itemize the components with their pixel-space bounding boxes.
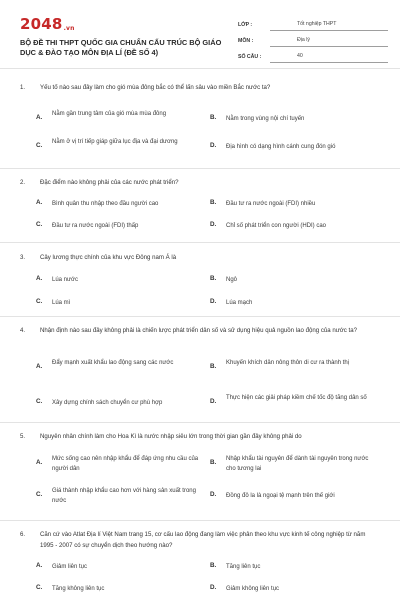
meta-subject-label: MÔN : [238,38,254,44]
option-letter: A. [36,114,43,121]
question-1 [0,68,400,165]
question-stem: Căn cứ vào Atlat Địa lí Việt Nam trang 15, cơ cấu lao động đang làm việc phân theo khu vực kinh tế công nghiệp từ năm 1995 - 2007 có sự chuyển dịch theo hướng nào? [40,531,366,549]
question-stem: Đặc điểm nào không phải của các nước phát triển? [40,179,179,186]
question-number: 4. [20,327,26,334]
meta-class-value: Tốt nghiệp THPT [270,21,388,31]
option-text: Lúa mạch [226,300,253,306]
meta-class-label: LỚP : [238,22,253,28]
meta-subject-value: Địa lý [270,37,388,47]
option-text: Bình quân thu nhập theo đầu người cao [52,201,159,207]
logo-sub-text: .vn [63,25,75,32]
option-text: Xây dựng chính sách chuyển cư phù hợp [52,400,163,406]
option-letter: C. [36,584,43,591]
question-number: 6. [20,531,26,538]
option-letter: D. [210,221,217,228]
exam-meta [238,18,388,66]
option-letter: D. [210,491,217,498]
option-text: Thực hiện các giải pháp kiềm chế tốc độ tăng dân số [226,395,367,401]
option-text: Nằm trong vùng nội chí tuyến [226,116,305,122]
option-letter: C. [36,142,43,149]
option-text: Chỉ số phát triển con người (HDI) cao [226,223,326,229]
question-4 [0,316,400,421]
question-3 [0,242,400,315]
question-stem: Cây lương thực chính của khu vực Đông nam Á là [40,254,177,261]
question-number: 1. [20,84,26,91]
meta-subject-row [238,34,388,50]
option-text: Nằm gần trung tâm của gió mùa mùa đông [52,111,167,117]
option-text: Đầu tư ra nước ngoài (FDI) nhiều [226,201,316,207]
option-letter: D. [210,584,217,591]
question-number: 3. [20,254,26,261]
option-letter: C. [36,491,43,498]
meta-count-value: 40 [270,53,388,63]
question-6 [0,520,400,601]
option-text: Giảm liên tục [52,564,88,570]
option-text: Giảm không liên tục [226,586,280,592]
exam-header [12,12,388,62]
option-text: Tăng không liên tục [52,586,105,592]
option-letter: A. [36,459,43,466]
meta-count-row [238,50,388,66]
option-letter: A. [36,275,43,282]
option-text: Đầu tư ra nước ngoài (FDI) thấp [52,223,139,229]
option-letter: A. [36,199,43,206]
question-5 [0,422,400,519]
question-2 [0,168,400,239]
option-letter: D. [210,298,217,305]
question-number: 2. [20,179,26,186]
option-letter: C. [36,221,43,228]
option-text: Khuyến khích dân nông thôn di cư ra thành thị [226,360,350,366]
question-stem: Yếu tố nào sau đây làm cho gió mùa đông bắc có thể lấn sâu vào miền Bắc nước ta? [40,84,271,91]
option-text: Đồng đô la là ngoại tệ mạnh trên thế giới [226,493,335,499]
option-letter: D. [210,142,217,149]
option-letter: B. [210,275,217,282]
exam-title: BỘ ĐỀ THI THPT QUỐC GIA CHUẨN CẤU TRÚC BỘ GIÁO DỤC & ĐÀO TẠO MÔN ĐỊA LÍ (ĐỀ SỐ 4) [20,38,222,57]
site-logo[interactable] [20,15,75,33]
option-text: Lúa nước [52,277,78,283]
option-letter: D. [210,398,217,405]
option-letter: B. [210,363,217,370]
question-number: 5. [20,433,26,440]
option-text: Nằm ở vị trí tiếp giáp giữa lục địa và đại dương [52,139,178,145]
option-text: Nhập khẩu tài nguyên để dành tài nguyên trong nước cho tương lai [226,456,369,472]
option-letter: B. [210,199,217,206]
logo-main-text: 2048 [20,15,63,33]
option-text: Mức sống cao nên nhập khẩu để đáp ứng nhu cầu của người dân [52,456,199,472]
option-letter: B. [210,459,217,466]
option-letter: C. [36,398,43,405]
option-text: Địa hình có dạng hình cánh cung đón gió [226,144,336,150]
question-stem: Nguyên nhân chính làm cho Hoa Kì là nước nhập siêu lớn trong thời gian gần đây không phải do [40,433,302,440]
option-text: Tăng liên tục [226,564,261,570]
option-text: Giá thành nhập khẩu cao hơn với hàng sản xuất trong nước [52,488,196,504]
option-text: Lúa mì [52,300,71,306]
option-text: Ngô [226,277,238,283]
option-text: Đẩy mạnh xuất khẩu lao động sang các nước [52,360,174,366]
option-letter: B. [210,114,217,121]
meta-count-label: SỐ CÂU : [238,54,262,60]
meta-class-row [238,18,388,34]
option-letter: A. [36,562,43,569]
option-letter: A. [36,363,43,370]
option-letter: B. [210,562,217,569]
option-letter: C. [36,298,43,305]
question-stem: Nhận định nào sau đây không phải là chiến lược phát triển dân số và sử dụng hiệu quả nguồn lao động của nước ta? [40,327,358,334]
